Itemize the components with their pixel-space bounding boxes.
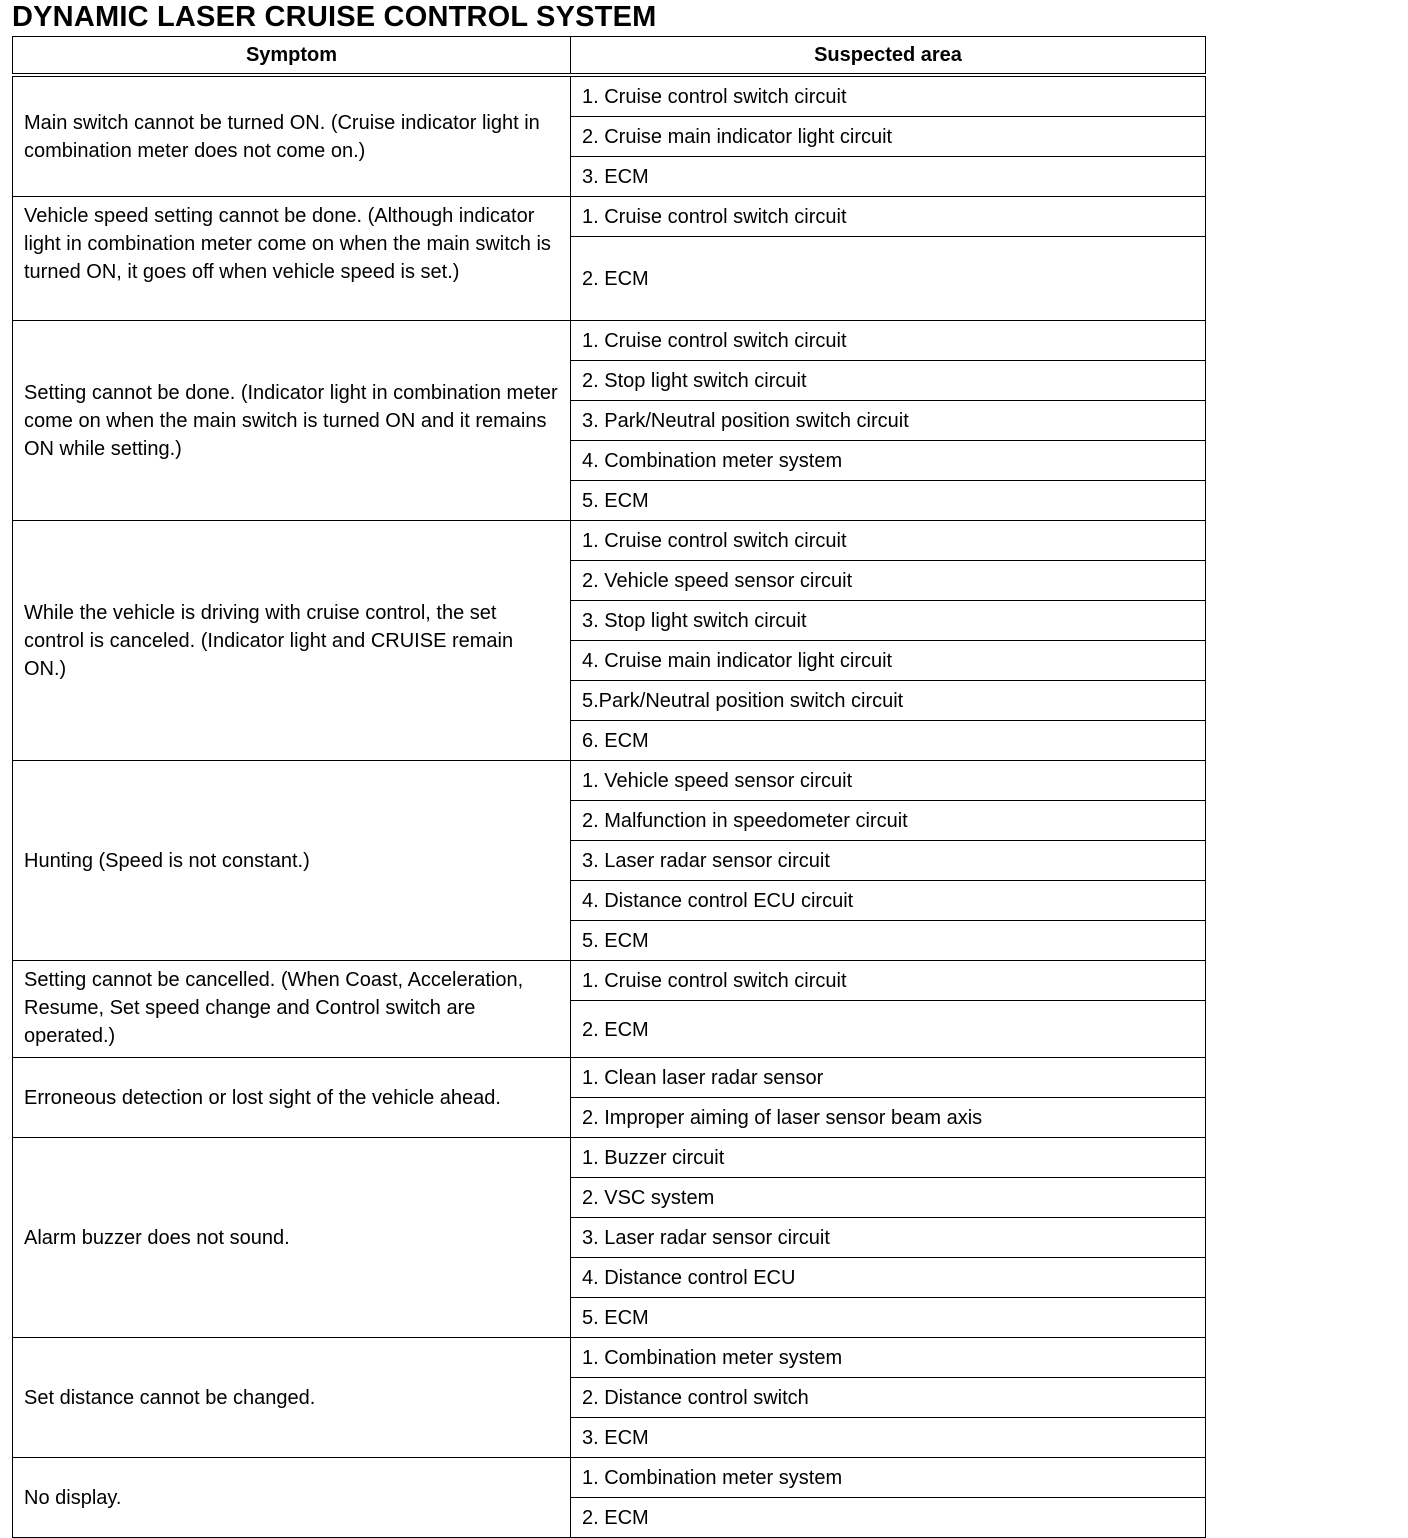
suspected-area-cell: 2. Improper aiming of laser sensor beam axis [571, 1098, 1206, 1138]
suspected-area-cell: 1. Combination meter system [571, 1338, 1206, 1378]
suspected-area-cell: 1. Cruise control switch circuit [571, 321, 1206, 361]
suspected-area-cell: 5.Park/Neutral position switch circuit [571, 681, 1206, 721]
suspected-area-cell: 1. Cruise control switch circuit [571, 75, 1206, 117]
suspected-area-cell: 5. ECM [571, 1298, 1206, 1338]
table-row [13, 1458, 1206, 1498]
suspected-area-cell: 1. Clean laser radar sensor [571, 1058, 1206, 1098]
suspected-area-cell: 3. ECM [571, 1418, 1206, 1458]
suspected-area-cell: 1. Combination meter system [571, 1458, 1206, 1498]
symptom-cell: No display. [13, 1458, 571, 1538]
suspected-area-cell: 2. Malfunction in speedometer circuit [571, 801, 1206, 841]
symptom-cell: Setting cannot be cancelled. (When Coast, Acceleration, Resume, Set speed change and Control switch are operated.) [13, 961, 571, 1058]
suspected-area-cell: 1. Cruise control switch circuit [571, 961, 1206, 1001]
suspected-area-cell: 3. Laser radar sensor circuit [571, 1218, 1206, 1258]
table-row [13, 961, 1206, 1001]
suspected-area-cell: 2. ECM [571, 237, 1206, 321]
suspected-area-cell: 4. Combination meter system [571, 441, 1206, 481]
symptom-cell: Alarm buzzer does not sound. [13, 1138, 571, 1338]
symptom-cell: Hunting (Speed is not constant.) [13, 761, 571, 961]
table-header-row [13, 37, 1206, 76]
suspected-area-cell: 2. VSC system [571, 1178, 1206, 1218]
suspected-area-cell: 1. Buzzer circuit [571, 1138, 1206, 1178]
suspected-area-cell: 1. Cruise control switch circuit [571, 197, 1206, 237]
suspected-area-cell: 2. ECM [571, 1498, 1206, 1538]
table-row [13, 75, 1206, 117]
symptom-cell: While the vehicle is driving with cruise control, the set control is canceled. (Indicator light and CRUISE remain ON.) [13, 521, 571, 761]
suspected-area-cell: 3. Laser radar sensor circuit [571, 841, 1206, 881]
symptom-table [12, 36, 1206, 1538]
suspected-area-header: Suspected area [571, 37, 1206, 76]
table-row [13, 761, 1206, 801]
table-row [13, 1338, 1206, 1378]
suspected-area-cell: 2. Stop light switch circuit [571, 361, 1206, 401]
suspected-area-cell: 3. Park/Neutral position switch circuit [571, 401, 1206, 441]
table-row [13, 197, 1206, 237]
suspected-area-cell: 2. Vehicle speed sensor circuit [571, 561, 1206, 601]
suspected-area-cell: 5. ECM [571, 481, 1206, 521]
page-title: DYNAMIC LASER CRUISE CONTROL SYSTEM [12, 1, 657, 33]
suspected-area-cell: 4. Distance control ECU [571, 1258, 1206, 1298]
suspected-area-cell: 2. Distance control switch [571, 1378, 1206, 1418]
symptom-cell: Set distance cannot be changed. [13, 1338, 571, 1458]
symptom-cell: Main switch cannot be turned ON. (Cruise indicator light in combination meter does not come on.) [13, 75, 571, 197]
suspected-area-cell: 5. ECM [571, 921, 1206, 961]
suspected-area-cell: 2. Cruise main indicator light circuit [571, 117, 1206, 157]
suspected-area-cell: 3. Stop light switch circuit [571, 601, 1206, 641]
symptom-cell: Setting cannot be done. (Indicator light in combination meter come on when the main switch is turned ON and it remains ON while setting.) [13, 321, 571, 521]
table-row [13, 1138, 1206, 1178]
table-row [13, 321, 1206, 361]
suspected-area-cell: 4. Distance control ECU circuit [571, 881, 1206, 921]
table-row [13, 521, 1206, 561]
symptom-header: Symptom [13, 37, 571, 76]
suspected-area-cell: 3. ECM [571, 157, 1206, 197]
symptom-cell: Vehicle speed setting cannot be done. (Although indicator light in combination meter come on when the main switch is turned ON, it goes off when vehicle speed is set.) [13, 197, 571, 321]
table-row [13, 1058, 1206, 1098]
symptom-cell: Erroneous detection or lost sight of the vehicle ahead. [13, 1058, 571, 1138]
suspected-area-cell: 1. Vehicle speed sensor circuit [571, 761, 1206, 801]
suspected-area-cell: 2. ECM [571, 1001, 1206, 1058]
suspected-area-cell: 1. Cruise control switch circuit [571, 521, 1206, 561]
suspected-area-cell: 6. ECM [571, 721, 1206, 761]
suspected-area-cell: 4. Cruise main indicator light circuit [571, 641, 1206, 681]
